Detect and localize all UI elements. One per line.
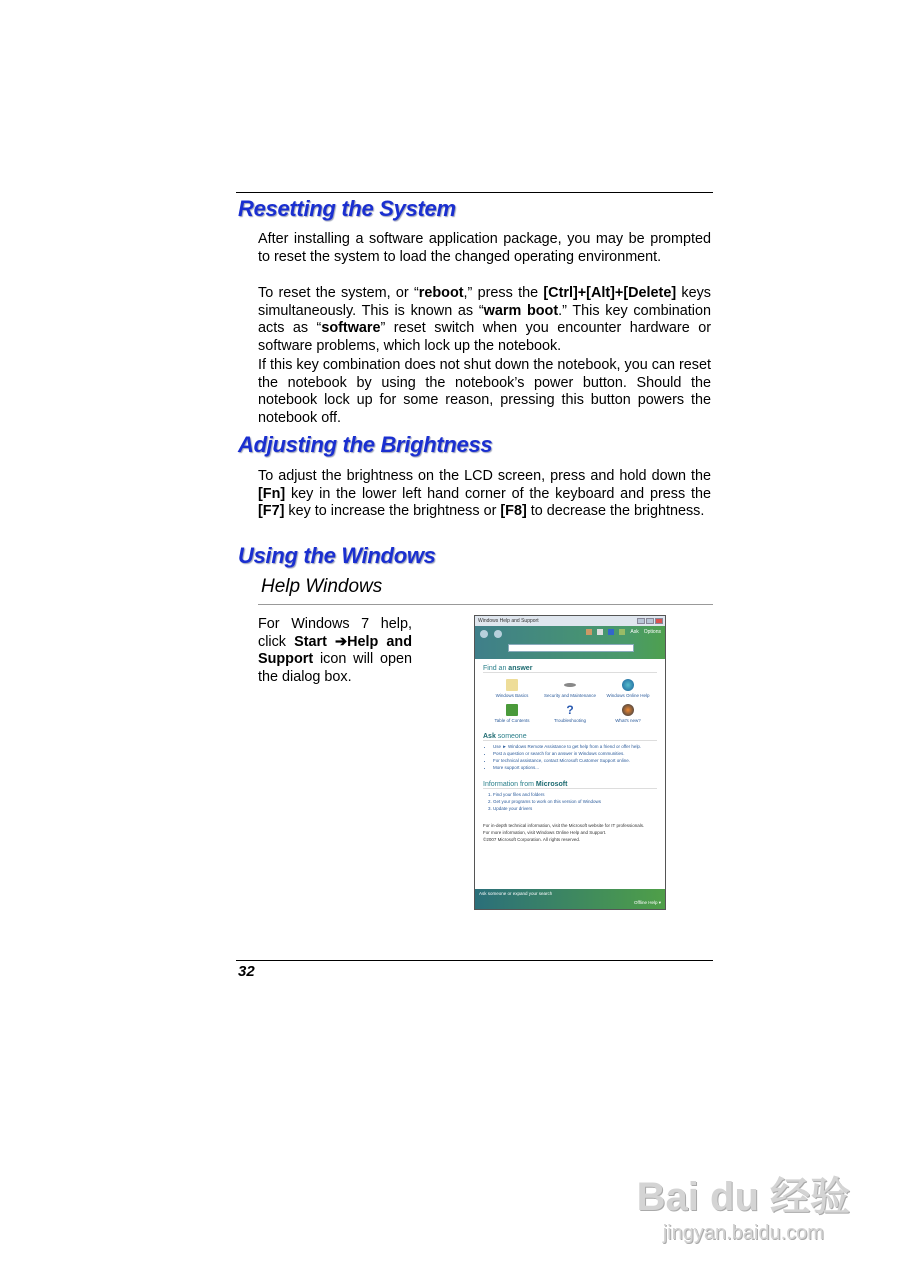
subheading-help-windows: Help Windows bbox=[261, 576, 383, 597]
book-icon bbox=[506, 704, 518, 716]
heading-windows: Using the Windows bbox=[238, 543, 436, 568]
windows-orb-icon bbox=[622, 704, 634, 716]
status-bar: Ask someone or expand your search Offline Help ▾ bbox=[475, 889, 665, 909]
page-number: 32 bbox=[238, 963, 255, 980]
forward-icon bbox=[494, 630, 502, 638]
wrench-icon bbox=[564, 683, 576, 687]
question-icon: ? bbox=[566, 703, 574, 717]
reset-para-3: If this key combination does not shut down the notebook, you can reset the notebook by using the notebook’s power button. Should the notebook lock up for some reason, pressing this button powers the notebook off. bbox=[258, 357, 711, 427]
top-rule bbox=[236, 192, 713, 193]
brightness-para: To adjust the brightness on the LCD screen, press and hold down the [Fn] key in the lower left hand corner of the keyboard and press the [F7] key to increase the brightness or [F8] to decrease the brightness. bbox=[258, 468, 711, 520]
title-bar: Windows Help and Support bbox=[475, 616, 665, 626]
heading-brightness: Adjusting the Brightness bbox=[238, 432, 493, 457]
reset-para-1: After installing a software application package, you may be prompted to reset the system to load the changed operating environment. bbox=[258, 231, 711, 265]
search-box bbox=[508, 644, 634, 652]
windows-basics-icon bbox=[506, 679, 518, 691]
heading-resetting: Resetting the System bbox=[238, 196, 456, 221]
browse-icon bbox=[608, 629, 614, 635]
globe-icon bbox=[622, 679, 634, 691]
reset-para-2: To reset the system, or “reboot,” press the [Ctrl]+[Alt]+[Delete] keys simultaneously. This is known as “warm boot.” This key combination acts as “software” reset switch when you encounter hardware or software problems, which lock up the notebook. bbox=[258, 285, 711, 355]
home-icon bbox=[586, 629, 592, 635]
help-support-screenshot: Windows Help and Support Ask Options Find an answer Windows Basics Security and Maintenance Windows Online Help Table of Contents ? Troubleshooting What's new? Ask someone • Use ► Windows Remote Assistance to get help from a friend or offer help. • Post a question or search for an answer in Windows communities. • For technical assistance, contact Microsoft Customer Support online. • More support options... Information from Microsoft 1. Find your files and folders 2. Get your programs to work on this version of Windows 3. Update your drivers For in-depth technical information, visit the Microsoft website for IT professionals. For more information, visit Windows Online Help and Support. ©2007 Microsoft Corporation. All rights reserved. Ask someone or expand your search Offline Help ▾ bbox=[474, 615, 666, 910]
bottom-rule bbox=[236, 960, 713, 961]
close-icon bbox=[655, 618, 663, 624]
maximize-icon bbox=[646, 618, 654, 624]
print-icon bbox=[597, 629, 603, 635]
find-answer-heading: Find an answer bbox=[483, 665, 657, 673]
back-icon bbox=[480, 630, 488, 638]
sub-rule bbox=[258, 604, 713, 605]
help-para: For Windows 7 help, click Start ➔Help and Support icon will open the dialog box. bbox=[258, 616, 413, 686]
baidu-watermark: Bai du 经验 jingyan.baidu.com bbox=[636, 1175, 850, 1244]
ask-icon bbox=[619, 629, 625, 635]
minimize-icon bbox=[637, 618, 645, 624]
toolbar: Ask Options bbox=[475, 626, 665, 659]
